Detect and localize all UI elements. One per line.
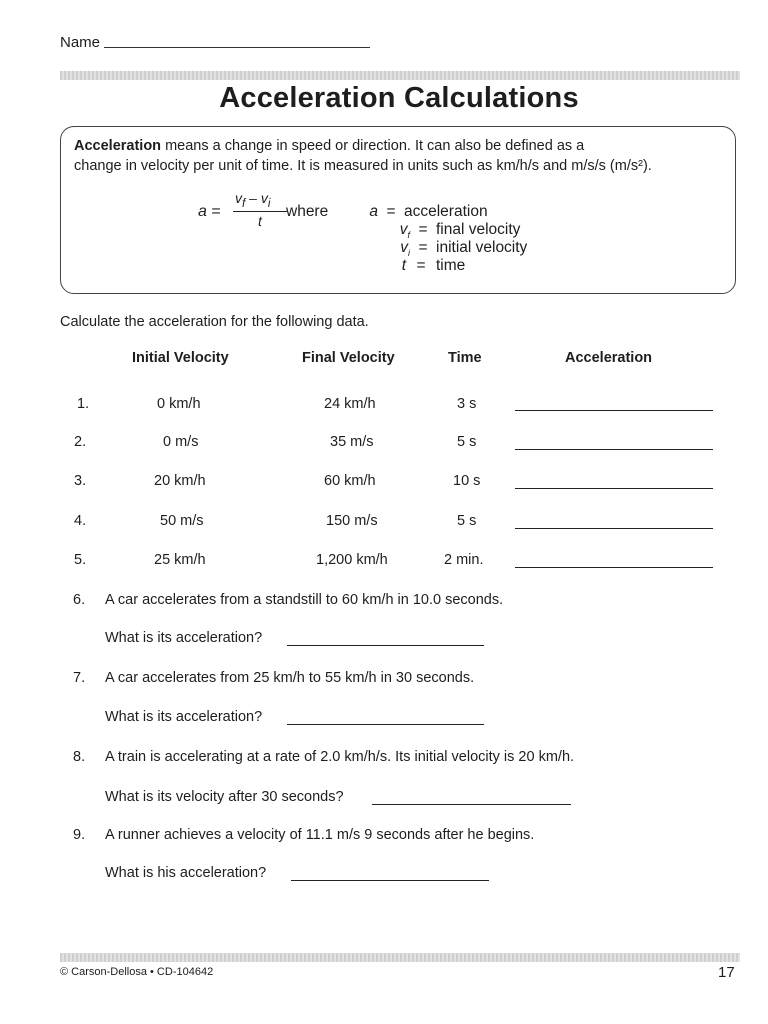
header-initial-velocity: Initial Velocity xyxy=(132,350,229,366)
problem-question: What is its acceleration? xyxy=(105,709,263,725)
where-label: where xyxy=(286,203,329,220)
symbol-a: a xyxy=(369,203,378,220)
initial-velocity-cell: 25 km/h xyxy=(154,552,206,568)
page-number: 17 xyxy=(718,964,735,981)
time-cell: 3 s xyxy=(457,396,477,412)
symbol-vf: $v_f$ xyxy=(399,221,410,241)
where-row-a: where a = acceleration xyxy=(286,203,488,220)
where-row-t: t = time xyxy=(342,257,465,275)
definition-line2: change in velocity per unit of time. It is measured in units such as km/h/s and m/s/s (m/s²). xyxy=(74,158,652,174)
problem-text: A train is accelerating at a rate of 2.0 km/h/s. Its initial velocity is 20 km/h. xyxy=(105,749,575,765)
final-velocity-cell: 1,200 km/h xyxy=(316,552,388,568)
initial-velocity-cell: 0 m/s xyxy=(163,434,199,450)
time-cell: 5 s xyxy=(457,513,477,529)
time-cell: 10 s xyxy=(453,473,481,489)
acceleration-answer-line[interactable] xyxy=(515,528,713,529)
name-label: Name xyxy=(60,34,101,51)
meaning-time: time xyxy=(436,257,466,274)
symbol-t: t xyxy=(401,257,406,274)
problem-text: A car accelerates from a standstill to 60 km/h in 10.0 seconds. xyxy=(105,592,504,608)
problem-question: What is its acceleration? xyxy=(105,630,263,646)
acceleration-answer-line[interactable] xyxy=(515,410,713,411)
problem-number: 8. xyxy=(73,749,86,765)
acceleration-answer-line[interactable] xyxy=(515,449,713,450)
row-number: 2. xyxy=(74,434,87,450)
publisher-credit: © Carson-Dellosa • CD-104642 xyxy=(60,966,214,978)
where-row-vf: $v_f$ = final velocity xyxy=(342,221,520,240)
header-time: Time xyxy=(448,350,482,366)
time-cell: 2 min. xyxy=(444,552,484,568)
meaning-final-velocity: final velocity xyxy=(436,221,521,238)
top-divider-band xyxy=(60,71,740,80)
problem-number: 7. xyxy=(73,670,86,686)
time-cell: 5 s xyxy=(457,434,477,450)
definition-text xyxy=(74,136,734,176)
problem-question: What is his acceleration? xyxy=(105,865,267,881)
formula-numerator: $v_f - v_i$ xyxy=(235,190,271,210)
definition-line1: means a change in speed or direction. It can also be defined as a xyxy=(161,138,585,154)
definition-term: Acceleration xyxy=(74,138,162,154)
answer-line[interactable] xyxy=(287,645,484,646)
formula-lhs: a = xyxy=(198,203,221,220)
problem-number: 9. xyxy=(73,827,86,843)
acceleration-answer-line[interactable] xyxy=(515,488,713,489)
fraction-bar xyxy=(233,211,287,212)
name-input-line[interactable] xyxy=(104,47,370,48)
initial-velocity-cell: 50 m/s xyxy=(160,513,204,529)
initial-velocity-cell: 0 km/h xyxy=(157,396,201,412)
header-final-velocity: Final Velocity xyxy=(302,350,395,366)
answer-line[interactable] xyxy=(291,880,489,881)
problem-question: What is its velocity after 30 seconds? xyxy=(105,789,344,805)
row-number: 4. xyxy=(74,513,87,529)
row-number: 1. xyxy=(77,396,90,412)
final-velocity-cell: 150 m/s xyxy=(326,513,378,529)
page-title: Acceleration Calculations xyxy=(219,82,579,114)
acceleration-answer-line[interactable] xyxy=(515,567,713,568)
final-velocity-cell: 35 m/s xyxy=(330,434,374,450)
instruction-text: Calculate the acceleration for the following data. xyxy=(60,314,369,330)
final-velocity-cell: 60 km/h xyxy=(324,473,376,489)
meaning-initial-velocity: initial velocity xyxy=(436,239,528,256)
answer-line[interactable] xyxy=(287,724,484,725)
row-number: 3. xyxy=(74,473,87,489)
problem-number: 6. xyxy=(73,592,86,608)
formula-denominator: t xyxy=(258,213,262,229)
answer-line[interactable] xyxy=(372,804,571,805)
symbol-vi: $v_i$ xyxy=(400,239,410,259)
bottom-divider-band xyxy=(60,953,740,962)
final-velocity-cell: 24 km/h xyxy=(324,396,376,412)
problem-text: A runner achieves a velocity of 11.1 m/s 9 seconds after he begins. xyxy=(105,827,535,843)
where-row-vi: $v_i$ = initial velocity xyxy=(342,239,527,258)
header-acceleration: Acceleration xyxy=(565,350,653,366)
initial-velocity-cell: 20 km/h xyxy=(154,473,206,489)
row-number: 5. xyxy=(74,552,87,568)
problem-text: A car accelerates from 25 km/h to 55 km/h in 30 seconds. xyxy=(105,670,475,686)
meaning-acceleration: acceleration xyxy=(404,203,488,220)
